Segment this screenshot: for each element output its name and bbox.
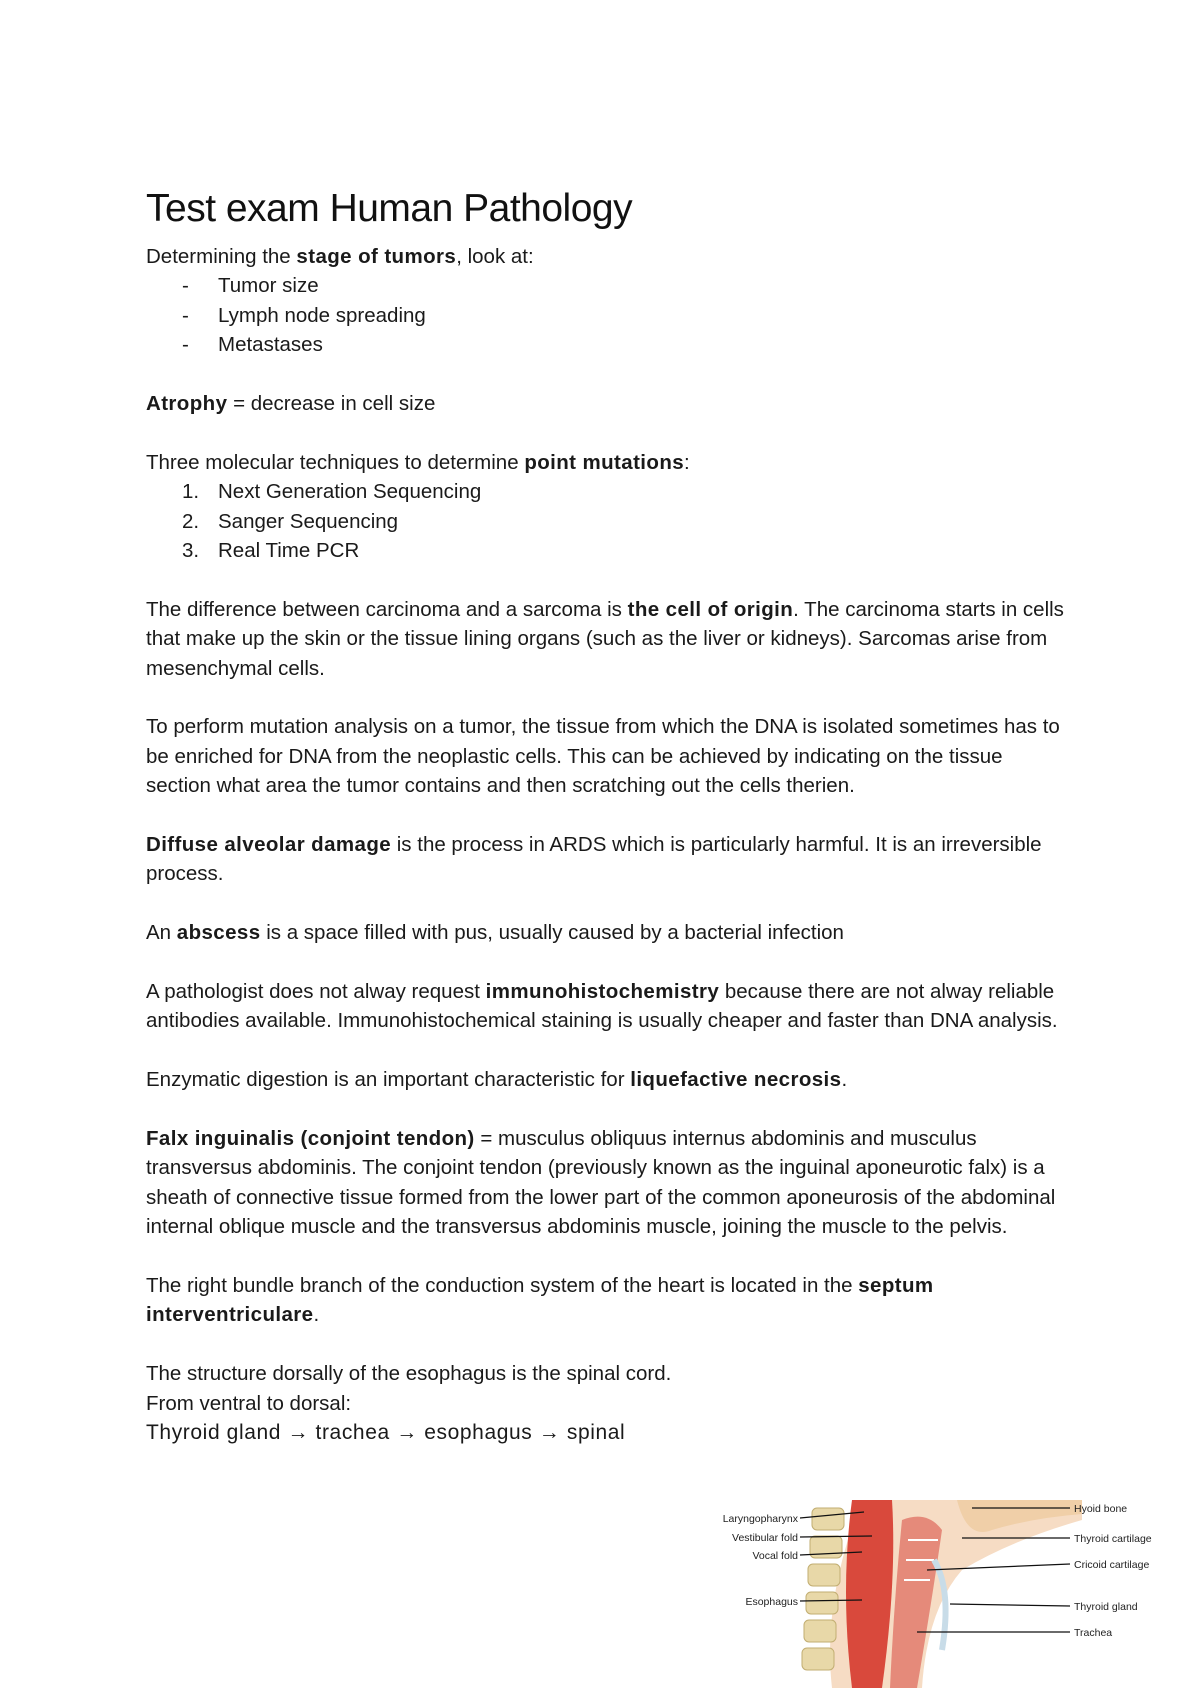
text-span: Determining the bbox=[146, 245, 297, 268]
esophagus-line-1: The structure dorsally of the esophagus is the spinal cord. bbox=[146, 1362, 672, 1386]
text-span: Enzymatic digestion is an important characteristic for bbox=[146, 1068, 631, 1092]
carcinoma-paragraph bbox=[146, 595, 1066, 683]
mutation-analysis-paragraph: To perform mutation analysis on a tumor, the tissue from which the DNA is isolated sometimes has to be enriched for DNA from the neoplastic cells. This can be achieved by indicating on the tissue section what area the tumor contains and then scratching out the cells therien. bbox=[146, 715, 1060, 798]
text-span: The difference between carcinoma and a sarcoma is bbox=[146, 597, 628, 621]
number-marker: 3. bbox=[182, 539, 200, 563]
mutations-paragraph bbox=[146, 448, 1066, 477]
neck-anatomy-figure bbox=[712, 1500, 1192, 1688]
list-item-text: Tumor size bbox=[218, 274, 319, 298]
text-span: The right bundle branch of the conduction system of the heart is located in the bbox=[146, 1274, 859, 1298]
text-span: . bbox=[841, 1068, 848, 1092]
falx-paragraph bbox=[146, 1124, 1066, 1242]
necrosis-paragraph bbox=[146, 1065, 1066, 1094]
dash-marker: - bbox=[182, 333, 189, 357]
stage-paragraph bbox=[146, 242, 1066, 271]
text-span: because there are not alway reliable antibodies available. Immunohistochemical staining is usually cheaper and faster than DNA analysis. bbox=[146, 980, 1058, 1033]
label-trachea: Trachea bbox=[1074, 1627, 1113, 1639]
text-span: is a space filled with pus, usually caused by a bacterial infection bbox=[260, 921, 844, 945]
text-span: is the process in ARDS which is particularly harmful. It is an irreversible process. bbox=[146, 833, 1042, 886]
text-span: An bbox=[146, 921, 177, 945]
list-item bbox=[146, 507, 1066, 536]
label-thyroid-gland: Thyroid gland bbox=[1074, 1601, 1138, 1613]
list-item bbox=[146, 271, 1066, 300]
text-span: . The carcinoma starts in cells that make up the skin or the tissue lining organs (such as the liver or kidneys). Sarcomas arise from mesenchymal cells. bbox=[146, 597, 1064, 680]
bold-term: point mutations bbox=[524, 450, 685, 474]
text-span: : bbox=[684, 450, 690, 474]
esophagus-order-line: Thyroid gland → trachea → esophagus → spinal bbox=[146, 1421, 626, 1445]
abscess-paragraph bbox=[146, 918, 1066, 947]
label-vocal-fold: Vocal fold bbox=[752, 1550, 798, 1562]
number-marker: 1. bbox=[182, 480, 200, 504]
label-laryngopharynx: Laryngopharynx bbox=[722, 1513, 798, 1525]
bundle-paragraph bbox=[146, 1271, 1066, 1330]
text-span: , look at: bbox=[456, 245, 534, 268]
list-item bbox=[146, 536, 1066, 565]
dash-marker: - bbox=[182, 274, 189, 298]
bold-term: immunohistochemistry bbox=[485, 980, 720, 1004]
page-title: Test exam Human Pathology bbox=[146, 187, 633, 230]
label-hyoid-bone: Hyoid bone bbox=[1074, 1503, 1128, 1515]
bold-term: the cell of origin bbox=[627, 597, 794, 621]
dad-paragraph bbox=[146, 830, 1066, 889]
list-item bbox=[146, 330, 1066, 359]
bold-term: septum interventriculare bbox=[146, 1274, 934, 1327]
document-page bbox=[146, 186, 1066, 1447]
text-span: = decrease in cell size bbox=[227, 392, 436, 416]
ihc-paragraph bbox=[146, 977, 1066, 1036]
stage-list bbox=[146, 271, 1066, 359]
bold-term: Diffuse alveolar damage bbox=[146, 833, 392, 857]
label-cricoid-cartilage: Cricoid cartilage bbox=[1074, 1559, 1150, 1571]
list-item-text: Real Time PCR bbox=[218, 539, 360, 563]
dash-marker: - bbox=[182, 303, 189, 327]
list-item bbox=[146, 301, 1066, 330]
number-marker: 2. bbox=[182, 509, 200, 533]
text-span: A pathologist does not alway request bbox=[146, 980, 486, 1004]
list-item-text: Metastases bbox=[218, 333, 323, 357]
bold-term: abscess bbox=[176, 921, 261, 945]
bold-term: Atrophy bbox=[146, 392, 228, 416]
bold-term: liquefactive necrosis bbox=[630, 1068, 842, 1092]
list-item-text: Next Generation Sequencing bbox=[218, 480, 482, 504]
bold-term: Falx inguinalis (conjoint tendon) bbox=[146, 1127, 475, 1151]
atrophy-paragraph bbox=[146, 389, 1066, 418]
list-item-text: Lymph node spreading bbox=[218, 303, 426, 327]
list-item bbox=[146, 477, 1066, 506]
text-span: = musculus obliquus internus abdominis and musculus transversus abdominis. The conjoint tendon (previously known as the inguinal aponeurotic falx) is a sheath of connective tissue formed from the lower part of the common aponeurosis of the abdominal internal oblique muscle and the transversus abdominis muscle, joining the muscle to the pelvis. bbox=[146, 1127, 1056, 1239]
mutations-list bbox=[146, 477, 1066, 565]
text-span: . bbox=[313, 1303, 320, 1327]
list-item-text: Sanger Sequencing bbox=[218, 509, 399, 533]
esophagus-line-2: From ventral to dorsal: bbox=[146, 1391, 352, 1415]
text-span: Three molecular techniques to determine bbox=[146, 450, 525, 474]
label-esophagus: Esophagus bbox=[745, 1596, 798, 1608]
label-thyroid-cartilage: Thyroid cartilage bbox=[1074, 1533, 1152, 1545]
label-vestibular-fold: Vestibular fold bbox=[732, 1532, 798, 1544]
bold-term: stage of tumors bbox=[296, 245, 457, 268]
